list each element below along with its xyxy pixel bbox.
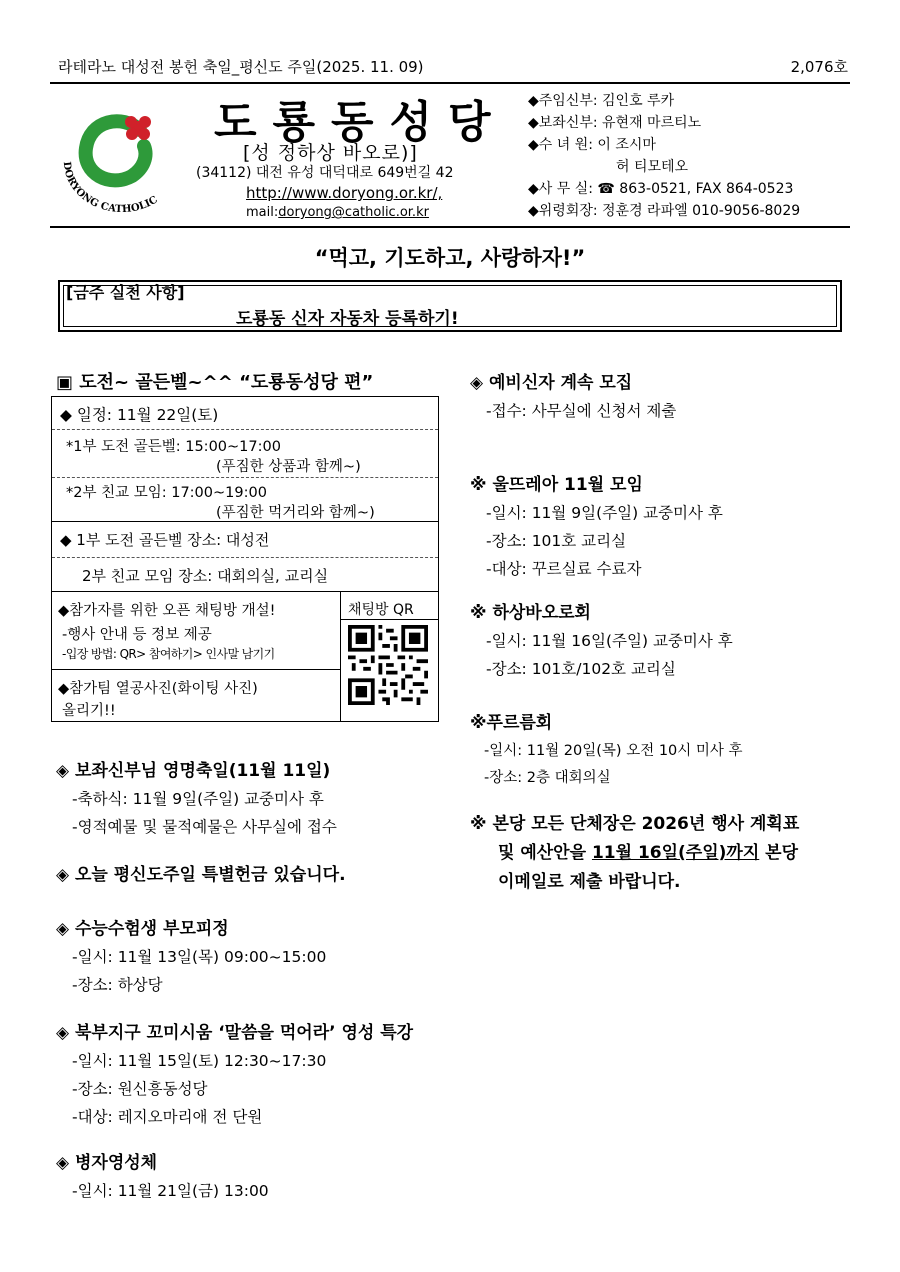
staff-pastor: ◆주임신부: 김인호 루카 [528,93,675,109]
notice-budget-line-3: 이메일로 제출 바랍니다. [498,872,681,892]
notice-pureureum-line: -일시: 11월 20일(목) 오전 10시 미사 후 [484,743,743,759]
staff-convent-2: 허 티모테오 [616,159,689,175]
notice-retreat-line: -장소: 하상당 [72,976,163,994]
notice-pureureum-title: ※푸르름회 [470,713,553,733]
practice-box [58,280,842,332]
quiz-part2-note: (푸짐한 먹거리와 함께~) [216,505,375,521]
issue-number: 2,076호 [790,58,848,76]
quiz-part1: *1부 도전 골든벨: 15:00~17:00 [66,439,281,455]
quiz-title: ▣ 도전~ 골든벨~^^ “도룡동성당 편” [56,372,374,393]
notice-ultreya-line: -일시: 11월 9일(주일) 교중미사 후 [486,504,723,522]
mail-link[interactable]: doryong@catholic.or.kr [278,205,429,220]
quiz-part2: *2부 친교 모임: 17:00~19:00 [66,485,267,501]
header-top-rule [50,82,850,84]
notice-lecture-line: -장소: 원신흥동성당 [72,1080,208,1098]
mail [246,205,429,220]
staff-office: ◆사 무 실: ☎ 863-0521, FAX 864-0523 [528,181,794,197]
notice-ultreya-title: ※ 울뜨레아 11월 모임 [470,475,643,495]
notice-communion-line: -일시: 11월 21일(금) 13:00 [72,1182,269,1200]
church-name: 도룡동성당 [214,97,507,148]
logo-text: DORYONG CATHOLIC [60,161,160,212]
header-bottom-rule [50,226,850,228]
notice-catechumen-line: -접수: 사무실에 신청서 제출 [486,402,677,420]
quiz-part1-note: (푸짐한 상품과 함께~) [216,459,361,475]
notice-retreat [56,914,326,995]
notice-lecture [56,1018,413,1127]
notice-communion [56,1148,269,1201]
website[interactable] [246,184,442,202]
quiz-schedule: ◆ 일정: 11월 22일(토) [60,406,219,424]
notice-budget-line-2: 및 예산안을 11월 16일(주일)까지 본당 [498,843,799,863]
staff-convent: ◆수 녀 원: 이 조시마 [528,137,656,153]
staff-assistant: ◆보좌신부: 유현재 마르티노 [528,115,702,131]
notice-feast [56,756,337,837]
qr-label: 채팅방 QR [348,602,414,618]
notice-ultreya-line: -장소: 101호 교리실 [486,532,627,550]
notice-feast-line: -영적예물 및 물적예물은 사무실에 접수 [72,818,337,836]
chat-title: ◆참가자를 위한 오픈 채팅방 개설! [58,603,276,619]
notice-lecture-line: -대상: 레지오마리애 전 단원 [72,1108,263,1126]
quiz-place1: ◆ 1부 도전 골든벨 장소: 대성전 [60,531,270,549]
notice-ultreya [470,470,723,579]
notice-pureureum [470,708,743,787]
mail-label: mail: [246,205,279,220]
chat-line-2: -입장 방법: QR> 참여하기> 인사말 남기기 [62,647,275,661]
notice-retreat-title: ◈ 수능수험생 부모피정 [56,919,229,939]
deadline: 11월 16일(주일)까지 [591,843,760,863]
notice-catechumen-title: ◈ 예비신자 계속 모집 [470,373,633,393]
staff-president: ◆위령회장: 정훈경 라파엘 010-9056-8029 [528,203,801,219]
staff-list [528,90,800,222]
practice-tag: [금주 실천 사항] [66,283,185,302]
notice-hasang-title: ※ 하상바오로회 [470,603,591,623]
notice-collection [56,860,346,885]
notice-budget [470,810,799,897]
qr-code-icon[interactable] [348,625,428,705]
notice-catechumen [470,368,676,421]
practice-text: 도룡동 신자 자동차 등록하기! [236,309,459,329]
notice-retreat-line: -일시: 11월 13일(목) 09:00~15:00 [72,948,327,966]
chat-line-1: -행사 안내 등 정보 제공 [62,627,212,643]
address: (34112) 대전 유성 대덕대로 649번길 42 [196,165,454,181]
quiz-box [51,396,439,722]
quiz-place2: 2부 친교 모임 장소: 대회의실, 교리실 [82,567,329,585]
notice-pureureum-line: -장소: 2층 대회의실 [484,770,611,786]
patron-saint: [성 정하상 바오로)] [243,142,418,164]
notice-hasang-line: -일시: 11월 16일(주일) 교중미사 후 [486,632,733,650]
notice-hasang-line: -장소: 101호/102호 교리실 [486,660,676,678]
notice-lecture-line: -일시: 11월 15일(토) 12:30~17:30 [72,1052,327,1070]
notice-communion-title: ◈ 병자영성체 [56,1153,158,1173]
website-link[interactable]: http://www.doryong.or.kr/, [246,184,443,202]
occasion-line: 라테라노 대성전 봉헌 축일_평신도 주일(2025. 11. 09) [58,58,424,76]
notice-feast-title: ◈ 보좌신부님 영명축일(11월 11일) [56,761,331,781]
notice-ultreya-line: -대상: 꾸르실료 수료자 [486,560,642,578]
notice-lecture-title: ◈ 북부지구 꼬미시움 ‘말씀을 먹어라’ 영성 특강 [56,1023,414,1043]
notice-collection-title: ◈ 오늘 평신도주일 특별헌금 있습니다. [56,865,346,885]
church-logo [52,102,192,212]
photo-title-2: 올리기!! [62,703,116,719]
notice-feast-line: -축하식: 11월 9일(주일) 교중미사 후 [72,790,324,808]
notice-budget-line-1: ※ 본당 모든 단체장은 2026년 행사 계획표 [470,814,800,834]
notice-hasang [470,598,733,679]
slogan: “먹고, 기도하고, 사랑하자!” [314,246,586,270]
photo-title: ◆참가팀 열공사진(화이팅 사진) [58,681,258,697]
